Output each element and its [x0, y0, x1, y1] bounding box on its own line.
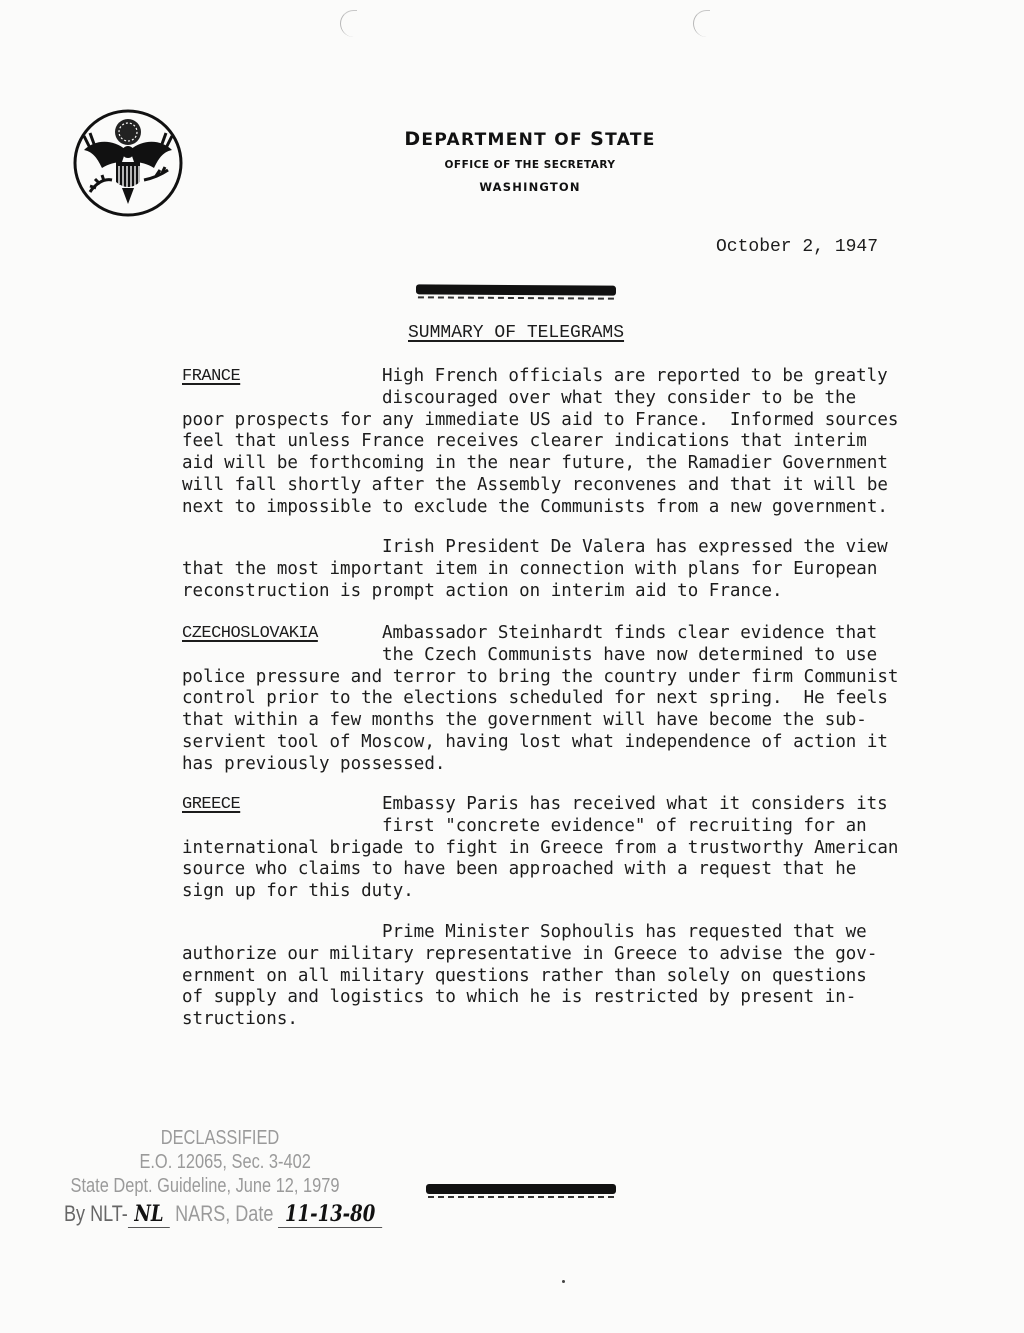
czechoslovakia-paragraph-1: Ambassador Steinhardt finds clear evidence that the Czech Communists have now determined to use police pressure and terror to bring the country under firm Communist control prior to the elections scheduled for next spring. He feels that within a few months the government will have become the sub- servient tool of Moscow, having lost what independence of action it has previously possessed. — [182, 623, 899, 774]
section-label-france: FRANCE — [182, 367, 241, 386]
struck-classification-marking-top — [416, 284, 616, 295]
greece-paragraph-2: Prime Minister Sophoulis has requested that we authorize our military representative in Greece to advise the gov- ernment on all military questions rather than solely on questions of supply and logistics to which he is restricted by present in- structions. — [182, 922, 878, 1030]
greece-paragraph-1: Embassy Paris has received what it considers its first "concrete evidence" of recruiting for an international brigade to fight in Greece from a trustworthy American source who claims to have been approached with a request that he sign up for this duty. — [182, 794, 899, 902]
department-seal-icon — [72, 108, 184, 218]
office-name: OFFICE OF THE SECRETARY — [444, 159, 616, 171]
france-paragraph-1: High French officials are reported to be greatly discouraged over what they consider to be the poor prospects for any immediate US aid to France. Informed sources feel that unless France receives clearer indications that interim aid will be forthcoming in the near future, the Ramadier Government will fall shortly after the Assembly reconvenes and that it will be next to impossible to exclude the Communists from a new government. — [182, 366, 899, 517]
paper-speck — [562, 1280, 565, 1283]
struck-classification-marking-bottom — [426, 1184, 616, 1194]
handwritten-date: 11-13-80 — [278, 1201, 381, 1228]
section-label-greece: GREECE — [182, 795, 241, 814]
france-paragraph-2: Irish President De Valera has expressed the view that the most important item in connection with plans for European reconstruction is prompt action on interim aid to France. — [182, 537, 888, 601]
punch-hole-left — [340, 10, 357, 37]
department-name: DEPARTMENT OF STATE — [404, 128, 656, 150]
handwritten-initials: NL — [128, 1201, 170, 1228]
city-name: WASHINGTON — [479, 180, 581, 194]
punch-hole-right — [693, 10, 710, 37]
section-label-czechoslovakia: CZECHOSLOVAKIA — [182, 624, 318, 643]
declassification-stamp: DECLASSIFIED E.O. 12065, Sec. 3-402 State Dept. Guideline, June 12, 1979 By NLT- NL NARS, Date 11-13-80 — [64, 1126, 382, 1226]
letterhead — [300, 128, 760, 194]
document-title: SUMMARY OF TELEGRAMS — [408, 323, 625, 343]
document-date: October 2, 1947 — [716, 237, 879, 257]
